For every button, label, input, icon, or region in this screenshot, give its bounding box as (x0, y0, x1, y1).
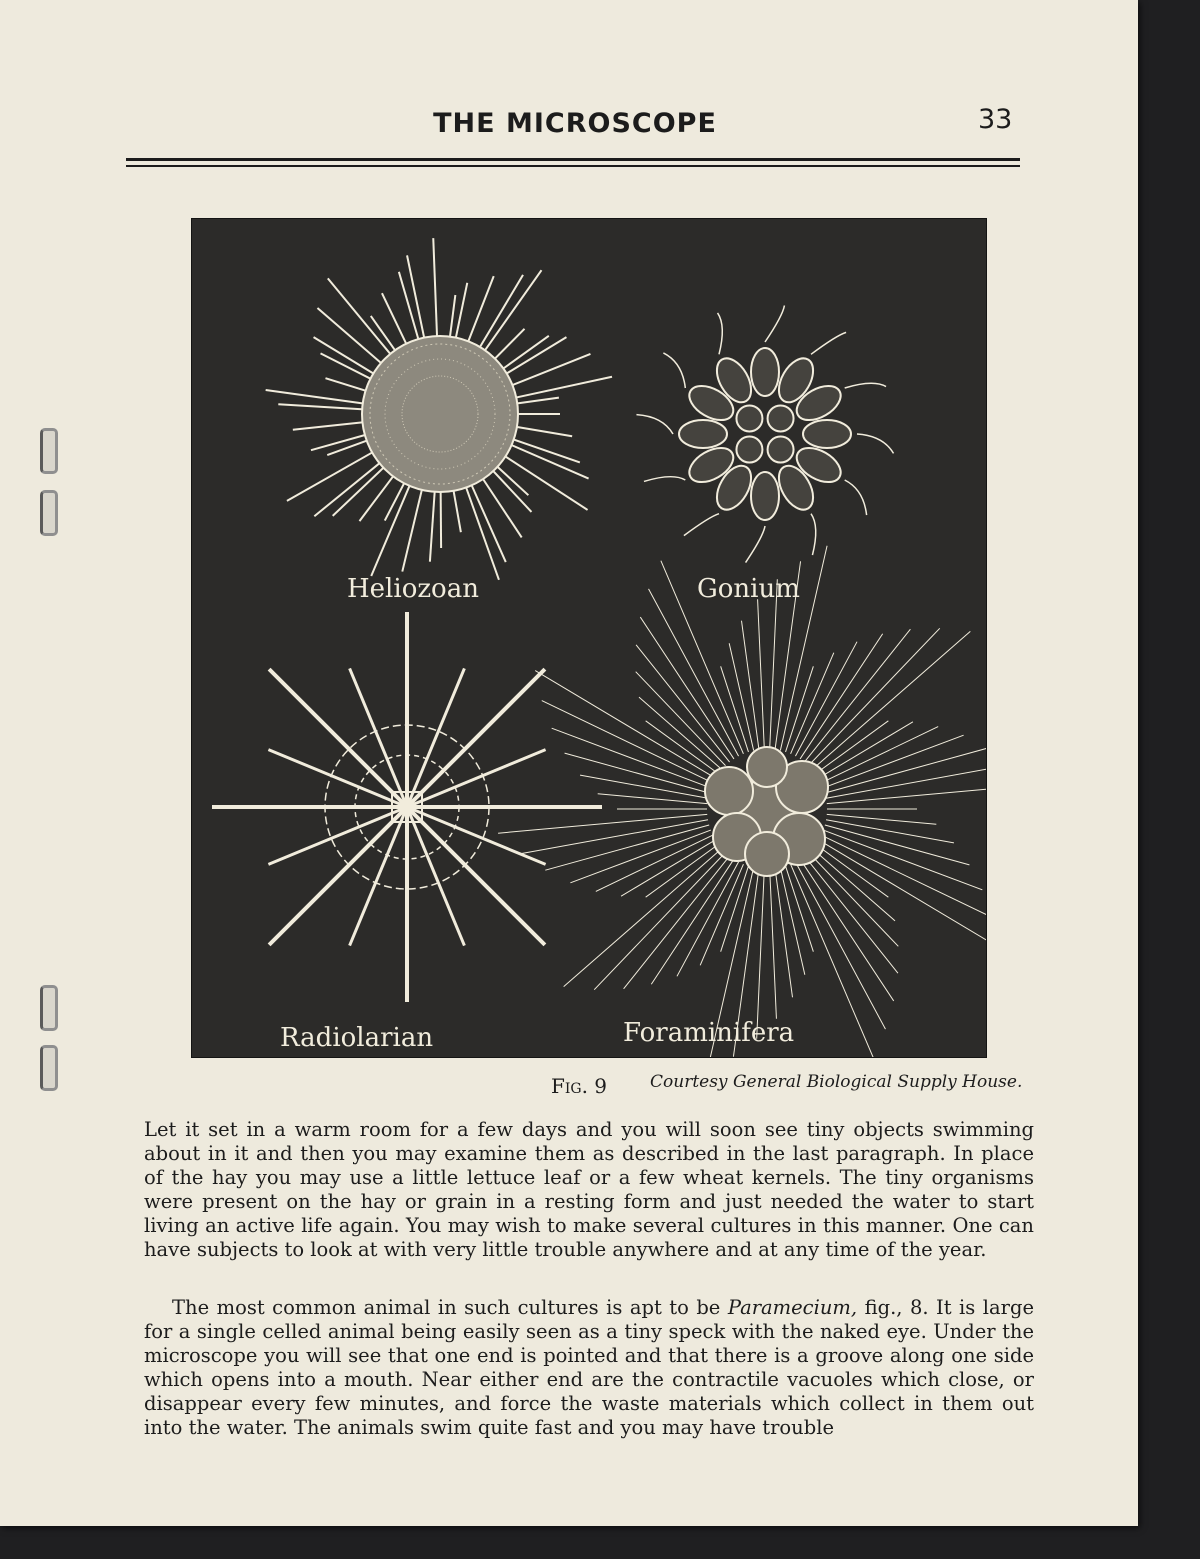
label-heliozoan: Heliozoan (347, 574, 479, 604)
label-foraminifera: Foraminifera (623, 1018, 795, 1048)
gonium-drawing (636, 305, 893, 562)
binding-staple (40, 1045, 58, 1091)
protozoa-illustration (192, 219, 986, 1057)
paragraph-2-text-a: The most common animal in such cultures is apt to be (172, 1296, 728, 1319)
binding-staple (40, 985, 58, 1031)
label-radiolarian: Radiolarian (280, 1023, 434, 1053)
radiolarian-drawing (212, 612, 602, 1002)
heliozoan-drawing (266, 238, 612, 580)
binding-staple (40, 490, 58, 536)
paragraph-2 (144, 1296, 1034, 1440)
page-number: 33 (978, 104, 1013, 135)
page-title: THE MICROSCOPE (433, 108, 717, 139)
header-rule (126, 158, 1020, 161)
paragraph-1: Let it set in a warm room for a few days and you will soon see tiny objects swimming about in it and then you may examine them as described in the last paragraph. In place of the hay you may use a little lettuce leaf or a few wheat kernels. The tiny organisms were present on the hay or grain in a resting form and just needed the water to start living an active life again. You may wish to make several cultures in this manner. One can have subjects to look at with very little trouble anywhere and at any time of the year. (144, 1118, 1034, 1261)
running-head (0, 108, 1138, 139)
binding-staple (40, 428, 58, 474)
figure-plate (191, 218, 987, 1058)
paragraph-2-text-b: fig., 8. It is large for a single celled animal being easily seen as a tiny speck with the naked eye. Under the microscope you will see that one end is pointed and that there is a groove along one side which opens into a mouth. Near either end are the contractile vacuoles which close, or disappear every few minutes, and force the waste materials which collect in them out into the water. The animals swim quite fast and you may have trouble (144, 1296, 1034, 1439)
foraminifera-drawing (498, 546, 986, 1057)
figure-credit: Courtesy General Biological Supply House. (650, 1072, 1023, 1092)
paramecium-term: Paramecium, (727, 1296, 858, 1319)
label-gonium: Gonium (697, 574, 800, 604)
figure-caption: Fig. 9 (551, 1074, 608, 1098)
header-rule-thin (126, 165, 1020, 167)
